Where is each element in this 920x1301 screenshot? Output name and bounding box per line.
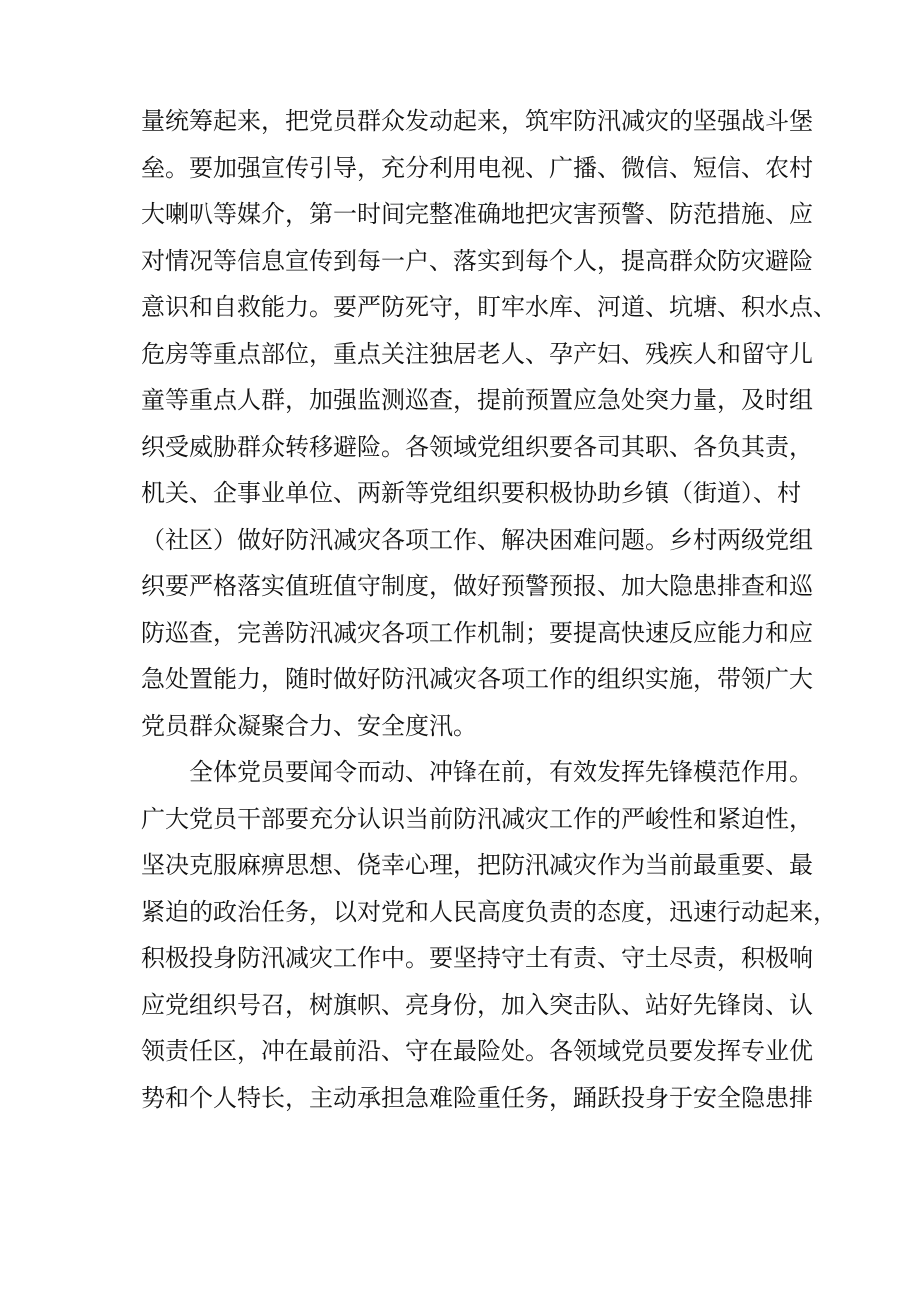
text-line: 领责任区，冲在最前沿、守在最险处。各领域党员要发挥专业优: [141, 1037, 813, 1065]
text-line: 垒。要加强宣传引导，充分利用电视、广播、微信、短信、农村: [141, 153, 813, 182]
text-line: 势和个人特长，主动承担急难险重任务，踊跃投身于安全隐患排: [141, 1083, 813, 1112]
text-line: 积极投身防汛减灾工作中。要坚持守土有责、守土尽责，积极响: [141, 944, 813, 972]
paragraph-start-line: 全体党员要闻令而动、冲锋在前，有效发挥先锋模范作用。: [189, 758, 813, 786]
text-line: 应党组织号召，树旗帜、亮身份，加入突击队、站好先锋岗、认: [141, 990, 813, 1019]
text-line: 量统筹起来，把党员群众发动起来，筑牢防汛减灾的坚强战斗堡: [141, 107, 813, 135]
text-line: 急处置能力，随时做好防汛减灾各项工作的组织实施，带领广大: [141, 665, 813, 693]
text-line: 织要严格落实值班值守制度，做好预警预报、加大隐患排查和巡: [141, 572, 813, 600]
text-line: 广大党员干部要充分认识当前防汛减灾工作的严峻性和紧迫性，: [141, 804, 813, 833]
paragraph-end-line: 党员群众凝聚合力、安全度汛。: [141, 711, 477, 740]
body-text: [141, 98, 837, 1121]
text-line: 紧迫的政治任务，以对党和人民高度负责的态度，迅速行动起来，: [141, 897, 837, 926]
text-line: 防巡查，完善防汛减灾各项工作机制；要提高快速反应能力和应: [141, 618, 813, 647]
text-line: 意识和自救能力。要严防死守，盯牢水库、河道、坑塘、积水点、: [141, 293, 837, 321]
text-line: 危房等重点部位，重点关注独居老人、孕产妇、残疾人和留守儿: [141, 339, 813, 368]
text-line: 织受威胁群众转移避险。各领域党组织要各司其职、各负其责，: [141, 432, 813, 461]
text-line: 坚决克服麻痹思想、侥幸心理，把防汛减灾作为当前最重要、最: [141, 851, 813, 879]
text-line: 童等重点人群，加强监测巡查，提前预置应急处突力量，及时组: [141, 386, 813, 414]
text-line: 对情况等信息宣传到每一户、落实到每个人，提高群众防灾避险: [141, 246, 813, 275]
text-line: 机关、企事业单位、两新等党组织要积极协助乡镇（街道）、村: [141, 479, 801, 507]
text-line: （社区）做好防汛减灾各项工作、解决困难问题。乡村两级党组: [141, 525, 813, 554]
text-line: 大喇叭等媒介，第一时间完整准确地把灾害预警、防范措施、应: [141, 200, 813, 228]
